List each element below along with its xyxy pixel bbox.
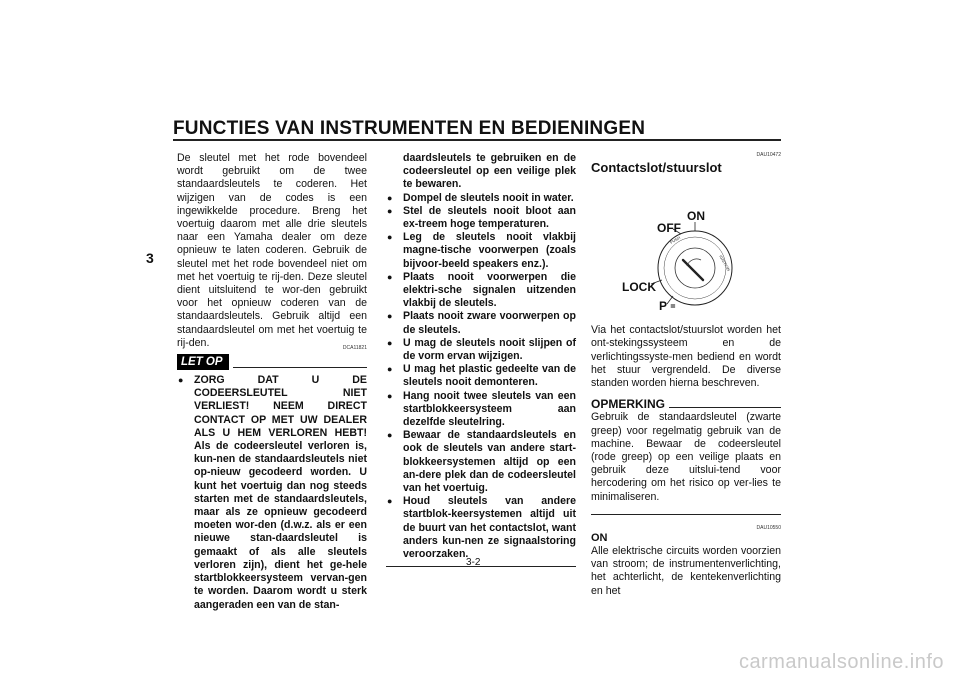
parking-light-icon: ≣ [670, 303, 676, 311]
ignition-switch-icon [591, 174, 781, 324]
column-2 [386, 152, 576, 567]
watermark: carmanualsonline.info [738, 651, 944, 673]
column-1 [177, 152, 367, 612]
svg-text:IGNITION: IGNITION [718, 254, 732, 273]
list-item: ● Stel de sleutels nooit bloot aan ex-treem hoge temperaturen. [386, 205, 576, 231]
title-rule [173, 139, 781, 141]
list-item: ● U mag het plastic gedeelte van de sleutels nooit demonteren. [386, 363, 576, 389]
notice-code: DCA11821 [342, 345, 367, 352]
bullet-continuation: daardsleutels te gebruiken en de codeersleutel op een veilige plek te bewaren. [403, 152, 576, 191]
notice-list [177, 374, 367, 612]
list-item: ● Houd sleutels van andere startblok-keersystemen altijd uit de buurt van het contactslot, want anders kun-nen ze signaalstoring veroorzaken. [386, 495, 576, 561]
list-item: ● Leg de sleutels nooit vlakbij magne-tische voorwerpen (zoals bijvoor-beeld speakers enz.). [386, 231, 576, 271]
intro-paragraph: De sleutel met het rode bovendeel wordt gebruikt om de twee standaardsleutels te coderen. Het wijzigen van de codes is een ingewikkelde procedure. Breng het voertuig daarom met alle drie sleutels naar een Yamaha dealer om deze opnieuw te laten coderen. Gebruik de sleutel met het rode bovendeel niet om met het voertuig te rij-den. Deze sleutel dient uitsluitend te wor-den gebruikt voor het opnieuw coderen van de standaardsleutels. Gebruik altijd een standaardsleutel om met het voertuig te rij-den. [177, 152, 367, 349]
section-title: Contactslot/stuurslot [591, 160, 722, 175]
on-text: Alle elektrische circuits worden voorzien van stroom; de instrumentenverlichting, het achterlicht, de kentekenverlichting en het [591, 545, 781, 597]
p-label: P [659, 299, 668, 314]
note-end-rule [591, 514, 781, 515]
list-item: ● U mag de sleutels nooit slijpen of de vorm ervan wijzigen. [386, 337, 576, 363]
on-section-code: DAU10550 [756, 524, 781, 531]
list-item: ● Dompel de sleutels nooit in water. [386, 192, 576, 205]
notice-label: LET OP [177, 354, 229, 370]
note-header [591, 398, 781, 411]
list-item: ● Hang nooit twee sleutels van een startblokkeersysteem aan dezelfde sleutelring. [386, 390, 576, 430]
list-item: ● Plaats nooit voorwerpen die elektri-sche signalen uitzenden vlakbij de sleutels. [386, 271, 576, 311]
section-code: DAU10472 [756, 152, 781, 158]
note-label: OPMERKING [591, 397, 666, 412]
svg-text:PUSH: PUSH [669, 235, 682, 246]
notice-rule [233, 367, 367, 368]
off-label: OFF [657, 221, 681, 236]
notice-end-rule [386, 566, 576, 567]
list-item: ● ZORG DAT U DE CODEERSLEUTEL NIET VERLIEST! NEEM DIRECT CONTACT OP MET UW DEALER ALS U HEM VERLOREN HEBT! Als de codeersleutel verloren is, kun-nen de standaardsleutels niet op-nieuw gecodeerd worden. U kunt het voertuig dan nog steeds starten met de standaardsleutels, maar als ze opnieuw gecodeerd moeten wor-den (d.w.z. als er een nieuwe stan-daardsleutel is gemaakt of als alle sleutels verloren zijn), dient het ge-hele startblokkeersysteem vervan-gen te worden. Daarom wordt u sterk aangeraden een van de stan- [177, 374, 367, 612]
lock-label: LOCK [622, 280, 656, 295]
list-item: ● Plaats nooit zware voorwerpen op de sleutels. [386, 310, 576, 336]
notice-list-continued [386, 192, 576, 562]
list-item: ● Bewaar de standaardsleutels en ook de sleutels van andere start-blokkeersystemen altijd op een an-dere plek dan de codeersleutel van het voertuig. [386, 429, 576, 495]
page-title: FUNCTIES VAN INSTRUMENTEN EN BEDIENINGEN [173, 118, 646, 139]
on-title: ON [591, 531, 608, 544]
chapter-number: 3 [146, 250, 154, 266]
ignition-switch-diagram [591, 174, 781, 324]
notice-header [177, 345, 367, 370]
note-text: Gebruik de standaardsleutel (zwarte greep) voor regelmatig gebruik van de machine. Bewaar de codeersleutel (rode greep) op een veilige plaats en gebruik deze uitslui-tend voor hercodering om het risico op ver-lies te minimaliseren. [591, 411, 781, 503]
on-label: ON [687, 209, 705, 224]
note-rule [669, 407, 781, 408]
page-number: 3-2 [466, 557, 481, 568]
ignition-paragraph: Via het contactslot/stuurslot worden het ont-stekingssysteem en de verlichtingssyste-men bediend en wordt het stuur vergrendeld. De diverse standen worden hierna beschreven. [591, 324, 781, 390]
column-3 [591, 152, 781, 598]
